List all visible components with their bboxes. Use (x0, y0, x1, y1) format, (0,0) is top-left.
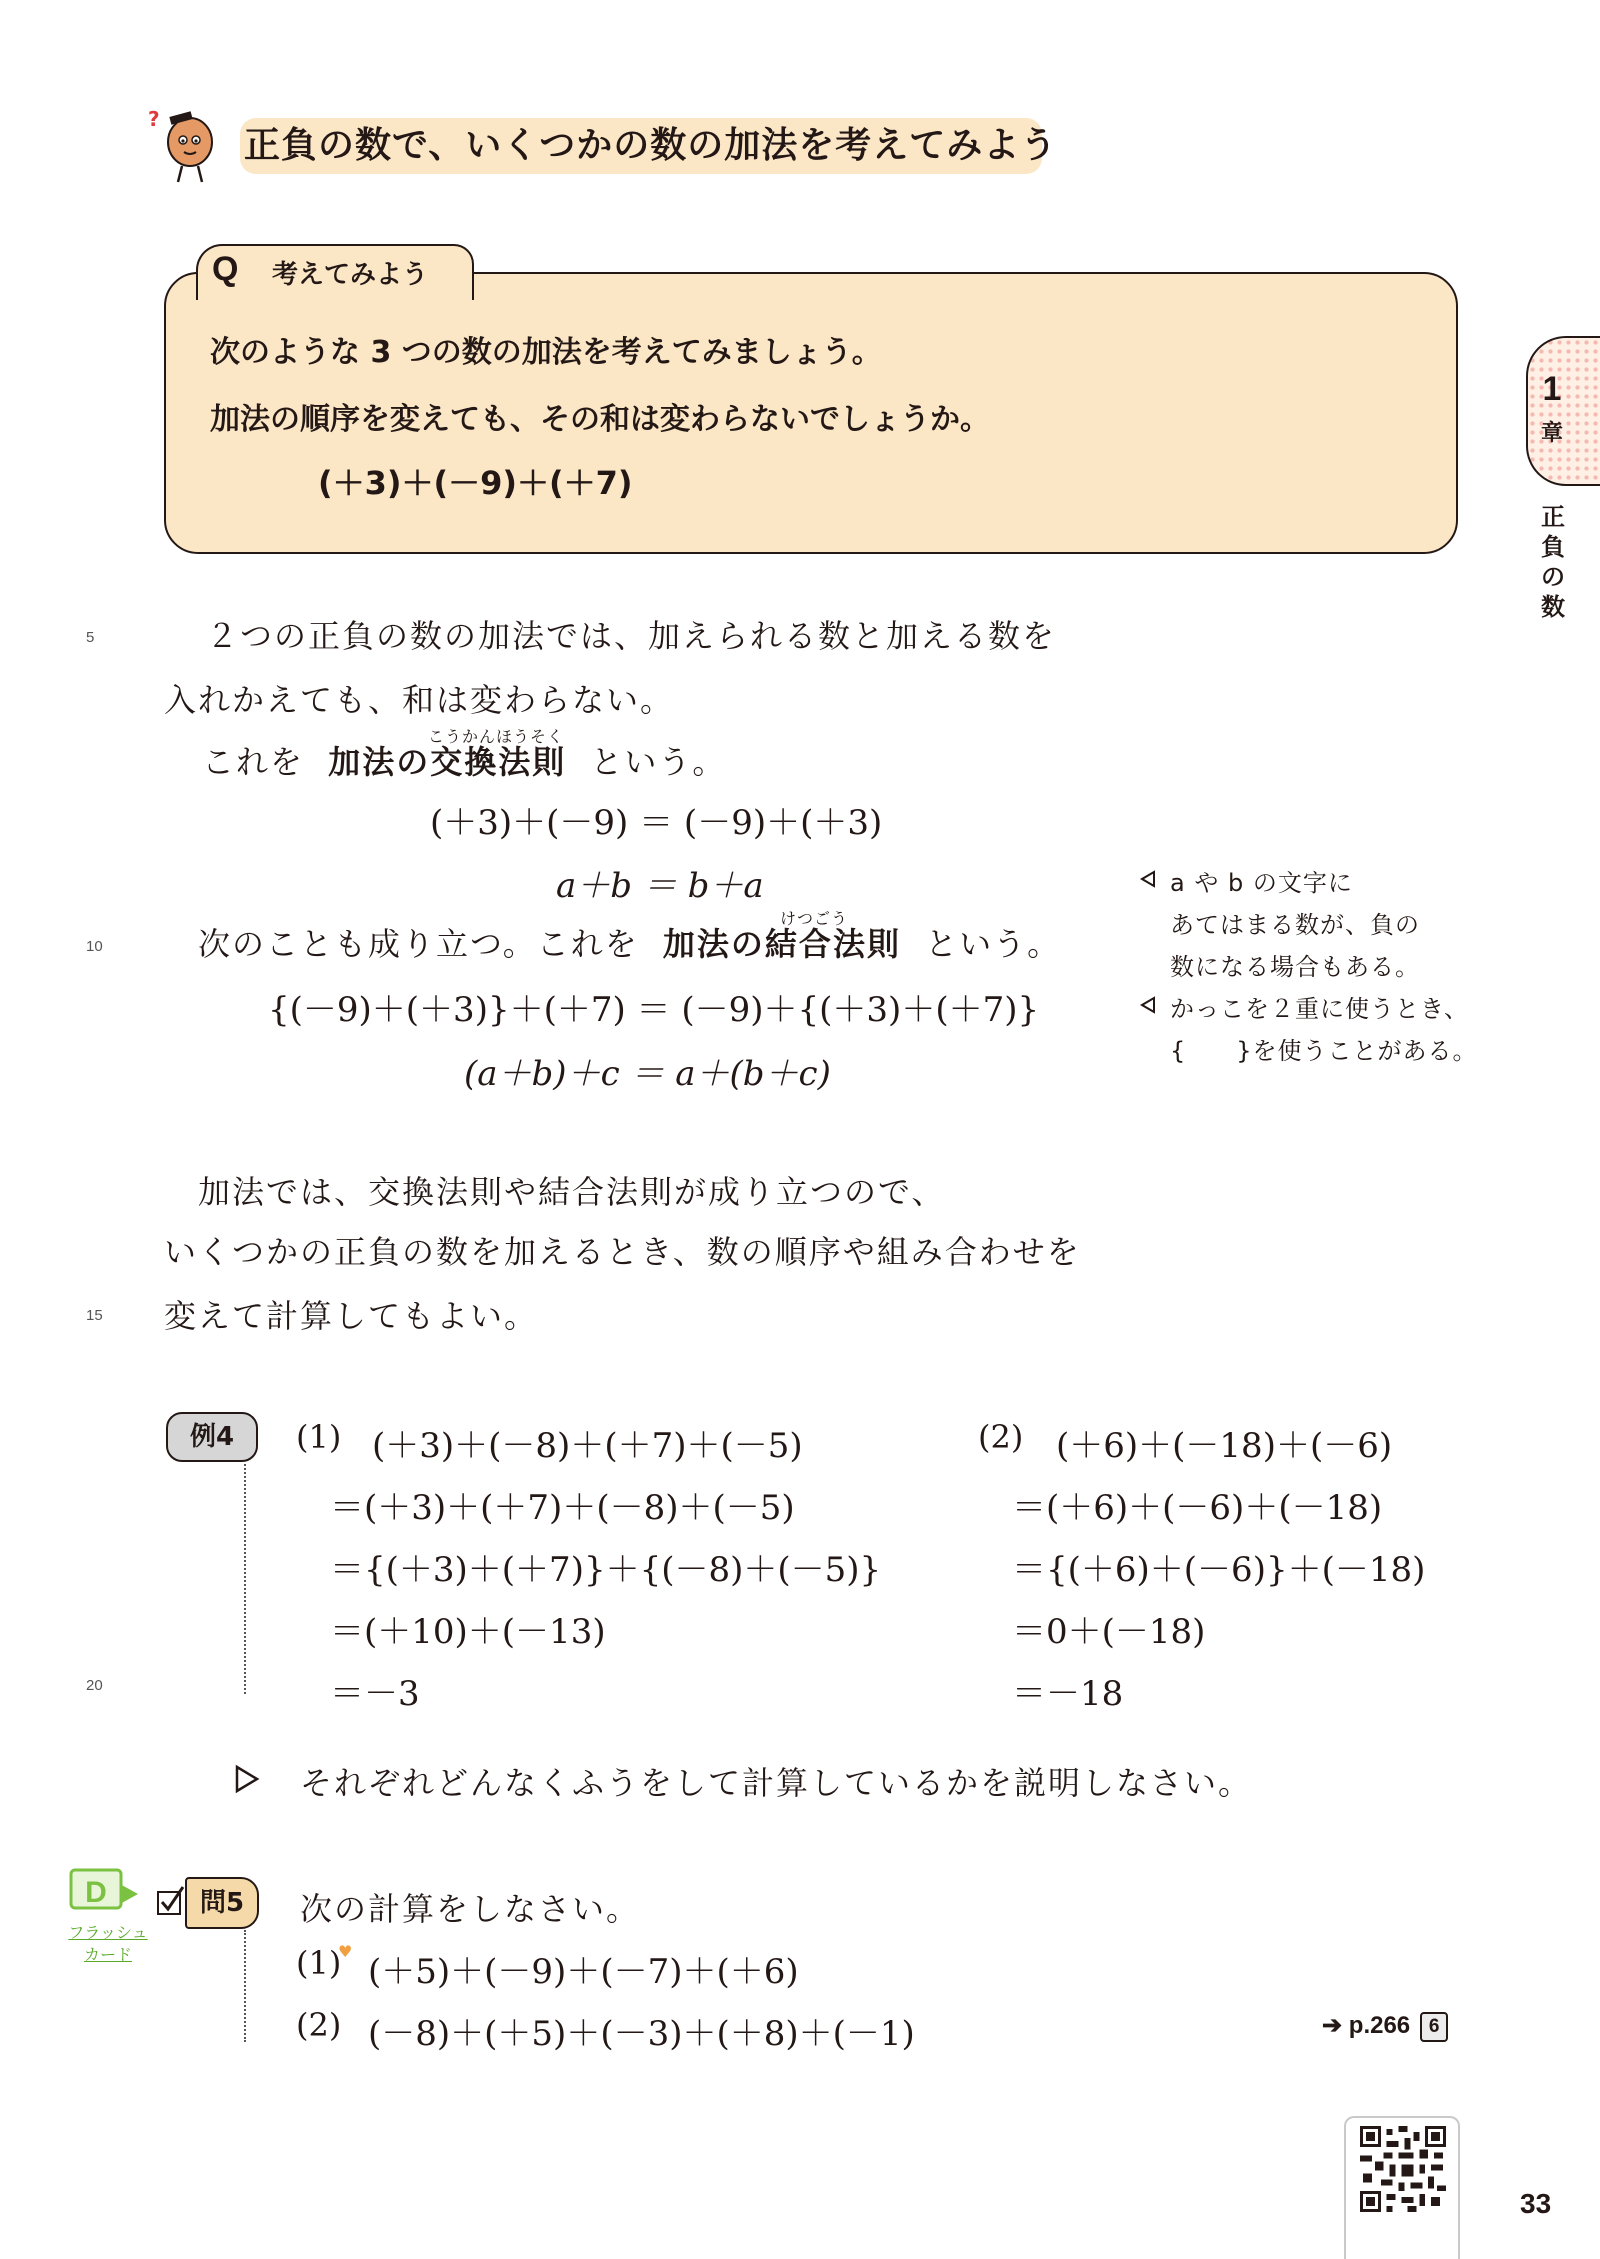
example-part-1-line: ＝(＋3)＋(＋7)＋(－8)＋(－5) (330, 1488, 795, 1528)
think-box-letter: Q (212, 250, 239, 288)
mascot-icon (146, 104, 226, 184)
paragraph-1-line-1: ２つの正負の数の加法では、加えられる数と加える数を (206, 617, 1057, 655)
triangle-left-icon (1139, 870, 1157, 892)
example-part-1-line: ＝{(＋3)＋(＋7)}＋{(－8)＋(－5)} (330, 1550, 882, 1590)
paragraph-2-post: という。 (590, 743, 727, 781)
ruby-associative: けつごう (780, 909, 849, 928)
think-box-label: 考えてみよう (272, 260, 429, 290)
think-box-line-2: 加法の順序を変えても、その和は変わらないでしょうか。 (210, 402, 990, 437)
equation-1: (＋3)＋(－9) ＝ (－9)＋(＋3) (430, 803, 883, 843)
term-commutative-b: 交換法則 (430, 743, 567, 781)
paragraph-4-line-1: 加法では、交換法則や結合法則が成り立つので、 (198, 1173, 946, 1211)
example-part-1-label: (1) (296, 1418, 342, 1456)
checkbox-icon[interactable] (156, 1884, 186, 1922)
example-part-1-line: ＝(＋10)＋(－13) (330, 1612, 606, 1652)
chapter-tab (1526, 336, 1600, 486)
svg-text:D: D (85, 1876, 107, 1909)
line-number: 15 (86, 1307, 103, 1324)
page-number: 33 (1520, 2188, 1552, 2219)
example-part-1-line: (＋3)＋(－8)＋(＋7)＋(－5) (372, 1426, 803, 1466)
flash-card-label-2[interactable]: カード (83, 1945, 132, 1964)
paragraph-1-line-2: 入れかえても、和は変わらない。 (164, 681, 675, 719)
paragraph-3-pre: 次のことも成り立つ。これを (198, 925, 639, 963)
think-box-line-1: 次のような 3 つの数の加法を考えてみましょう。 (210, 335, 882, 370)
term-associative-b: 結合 (764, 925, 833, 963)
paragraph-2-pre: これを (202, 743, 305, 781)
svg-text:?: ? (148, 107, 160, 131)
example-part-2-line: ＝{(＋6)＋(－6)}＋(－18) (1012, 1550, 1426, 1590)
flash-card-icon[interactable] (68, 1862, 144, 1918)
problem-badge: 問5 (185, 1877, 259, 1929)
page-reference-text: p.266 (1348, 2012, 1411, 2039)
problem-item-1: (＋5)＋(－9)＋(－7)＋(＋6) (368, 1952, 799, 1992)
example-badge: 例4 (166, 1412, 258, 1462)
qr-code-icon[interactable] (1360, 2126, 1446, 2216)
example-prompt: それぞれどんなくふうをして計算しているかを説明しなさい。 (300, 1764, 1253, 1802)
line-number: 10 (86, 938, 103, 955)
page-heading: 正負の数で、いくつかの数の加法を考えてみよう (244, 125, 1058, 166)
side-note-2-line-1: かっこを２重に使うとき、 (1170, 995, 1470, 1023)
heart-icon: ♥ (338, 1942, 353, 1961)
equation-2: a＋b ＝ b＋a (556, 866, 764, 906)
page-reference-number: 6 (1420, 2012, 1448, 2042)
side-note-1-line-1: a や b の文字に (1170, 869, 1353, 897)
triangle-right-icon (234, 1764, 260, 1798)
paragraph-4-line-2: いくつかの正負の数を加えるとき、数の順序や組み合わせを (164, 1233, 1081, 1271)
line-number: 20 (86, 1677, 103, 1694)
triangle-left-icon (1139, 996, 1157, 1018)
example-part-2-label: (2) (978, 1418, 1024, 1456)
side-note-1-line-3: 数になる場合もある。 (1170, 953, 1420, 981)
paragraph-4-line-3: 変えて計算してもよい。 (164, 1297, 539, 1335)
paragraph-3-post: という。 (925, 925, 1062, 963)
term-commutative-a: 加法の (328, 743, 431, 781)
problem-instruction: 次の計算をしなさい。 (300, 1890, 641, 1928)
side-note-2-line-2: { }を使うことがある。 (1170, 1037, 1478, 1065)
page-reference[interactable] (1322, 2011, 1448, 2042)
ruby-commutative: こうかんほうそく (428, 727, 565, 746)
arrow-right-icon: ➔ (1322, 2012, 1343, 2039)
chapter-number: 1 (1542, 370, 1562, 408)
example-part-1-line: ＝－3 (330, 1674, 420, 1714)
chapter-unit: 章 (1540, 421, 1563, 446)
term-associative-a: 加法の (662, 925, 765, 963)
problem-item-1-label: (1) (296, 1944, 342, 1982)
line-number: 5 (86, 629, 95, 646)
example-part-2-line: ＝0＋(－18) (1012, 1612, 1206, 1652)
example-part-2-line: (＋6)＋(－18)＋(－6) (1056, 1426, 1393, 1466)
problem-item-2-label: (2) (296, 2006, 342, 2044)
side-note-1-line-2: あてはまる数が、負の (1170, 911, 1420, 939)
equation-4: (a＋b)＋c ＝ a＋(b＋c) (464, 1054, 831, 1094)
equation-3: {(－9)＋(＋3)}＋(＋7) ＝ (－9)＋{(＋3)＋(＋7)} (268, 990, 1040, 1030)
example-part-2-line: ＝－18 (1012, 1674, 1124, 1714)
chapter-title: 正負の数 (1541, 503, 1565, 621)
think-box-expression: (＋3)＋(－9)＋(＋7) (318, 464, 633, 502)
problem-item-2: (－8)＋(＋5)＋(－3)＋(＋8)＋(－1) (368, 2014, 915, 2054)
example-part-2-line: ＝(＋6)＋(－6)＋(－18) (1012, 1488, 1383, 1528)
term-associative-c: 法則 (832, 925, 901, 963)
flash-card-label-1[interactable]: フラッシュ (68, 1923, 148, 1942)
